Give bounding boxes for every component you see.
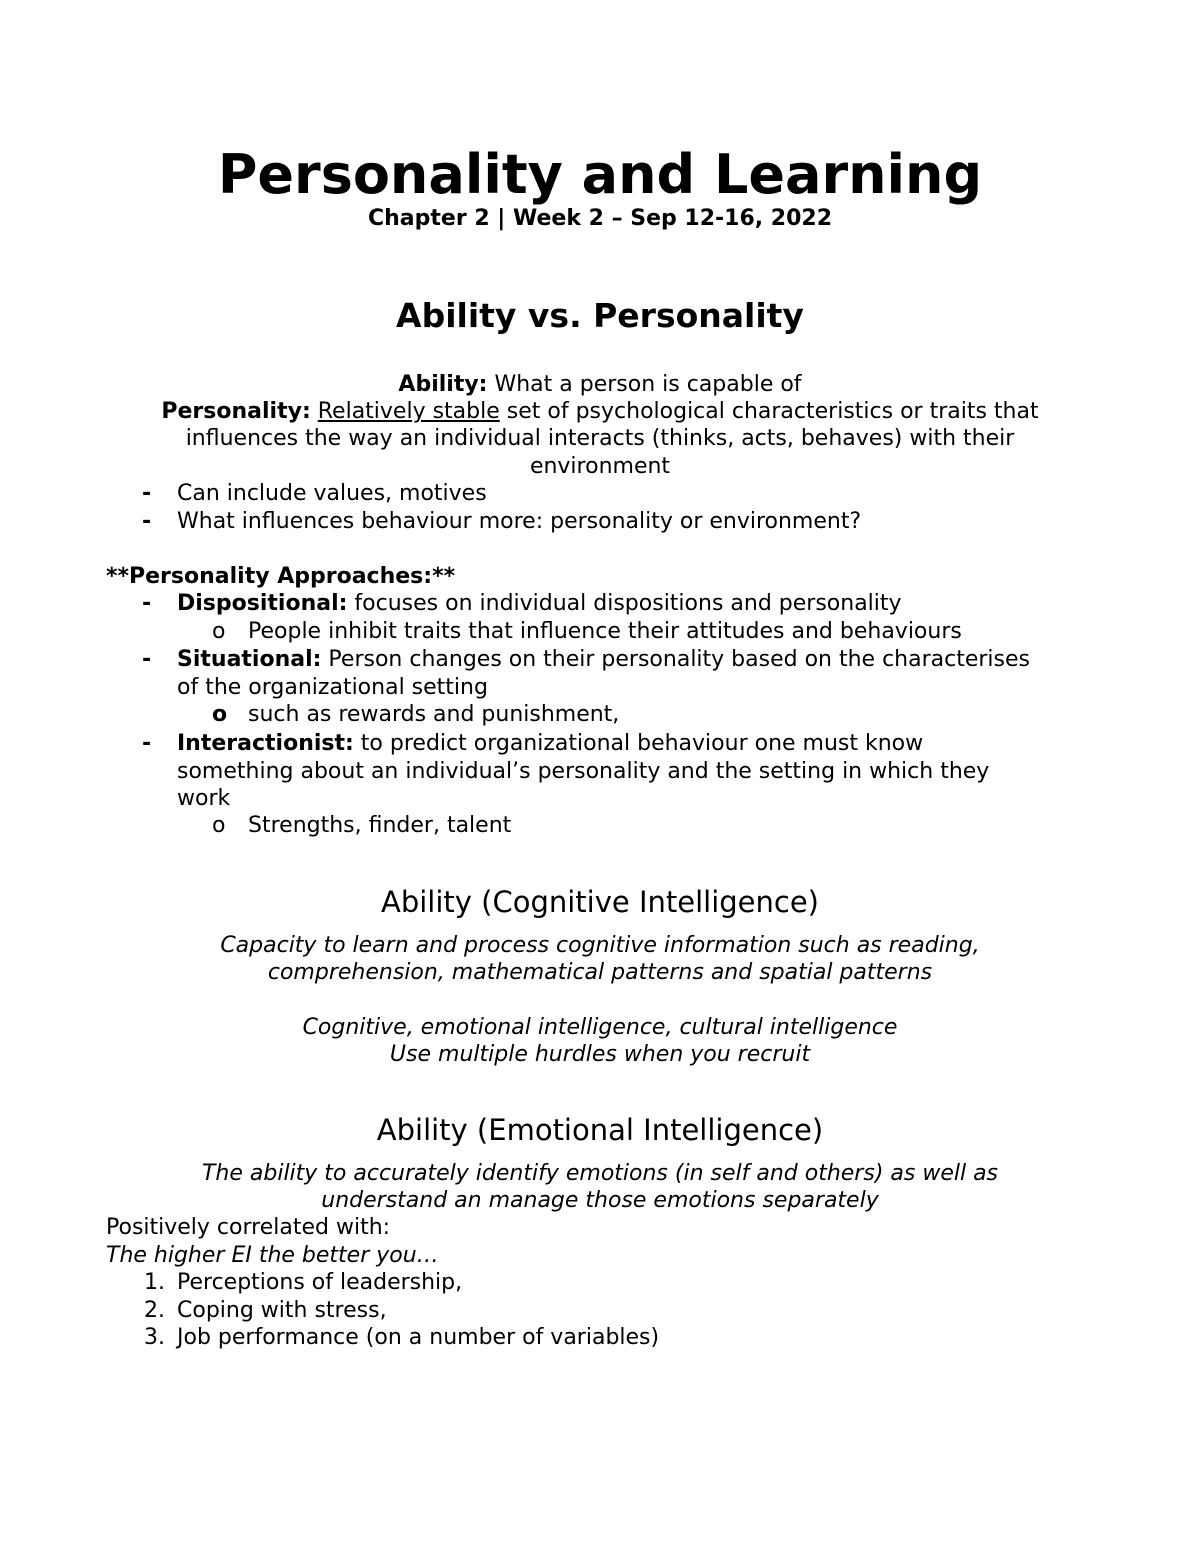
personality-definition-line-3: environment [529,454,671,479]
personality-underlined-term: Relatively stable [317,399,500,424]
emotional-definition-2: understand an manage those emotions separately [321,1188,879,1213]
interactionist-label: Interactionist: [177,731,354,756]
interactionist-text-1: to predict organizational behaviour one must know [353,731,924,756]
situational-label: Situational: [177,647,322,672]
personality-text-1: set of psychological characteristics or traits that [499,399,1039,424]
dispositional-label: Dispositional: [177,591,348,616]
interactionist-item [177,730,923,758]
bullet-dash: - [142,647,152,672]
page-subtitle: Chapter 2 | Week 2 – Sep 12-16, 2022 [367,206,833,231]
section-heading-cognitive: Ability (Cognitive Intelligence) [380,885,820,919]
sub-bullet-circle: o [212,813,226,838]
higher-ei-label: The higher EI the better you… [106,1243,439,1268]
list-item: Job performance (on a number of variables) [177,1325,660,1350]
sub-bullet-circle: o [212,619,226,644]
bullet-dash: - [142,731,152,756]
situational-sub-item: such as rewards and punishment, [248,702,620,727]
section-heading-ability-vs-personality: Ability vs. Personality [396,296,804,335]
personality-label: Personality: [161,399,311,424]
ability-definition [100,371,1100,399]
dispositional-text: focuses on individual dispositions and personality [347,591,902,616]
situational-text-1: Person changes on their personality based on the characterises [321,647,1030,672]
cognitive-note-1: Cognitive, emotional intelligence, cultural intelligence [302,1015,898,1040]
section-heading-emotional: Ability (Emotional Intelligence) [376,1113,824,1147]
bullet-dash: - [142,591,152,616]
list-item: Coping with stress, [177,1298,387,1323]
interactionist-text-3: work [177,786,231,811]
list-number: 3. [144,1325,165,1350]
cognitive-definition-2: comprehension, mathematical patterns and spatial patterns [267,960,933,985]
interactionist-sub-item: Strengths, finder, talent [248,813,512,838]
page-title: Personality and Learning [217,143,983,206]
personality-definition-line-1 [100,398,1100,426]
sub-bullet-circle: o [212,702,228,727]
personality-definition-line-2: influences the way an individual interacts (thinks, acts, behaves) with their [185,426,1015,451]
bullet-item: What influences behaviour more: personality or environment? [177,509,862,534]
emotional-definition-1: The ability to accurately identify emotions (in self and others) as well as [201,1161,999,1186]
situational-item [177,646,1030,674]
interactionist-text-2: something about an individual’s personality and the setting in which they [177,759,990,784]
list-number: 2. [144,1298,165,1323]
cognitive-note-2: Use multiple hurdles when you recruit [389,1042,811,1067]
list-number: 1. [144,1270,165,1295]
dispositional-sub-item: People inhibit traits that influence their attitudes and behaviours [248,619,962,644]
bullet-dash: - [142,509,152,534]
ability-label: Ability: [398,372,488,397]
situational-text-2: of the organizational setting [177,675,488,700]
ability-text: What a person is capable of [487,372,802,397]
list-item: Perceptions of leadership, [177,1270,463,1295]
bullet-dash: - [142,481,152,506]
bullet-item: Can include values, motives [177,481,487,506]
correlated-label: Positively correlated with: [106,1215,391,1240]
cognitive-definition-1: Capacity to learn and process cognitive information such as reading, [220,933,980,958]
approaches-heading: **Personality Approaches:** [106,564,456,589]
dispositional-item [177,590,902,618]
